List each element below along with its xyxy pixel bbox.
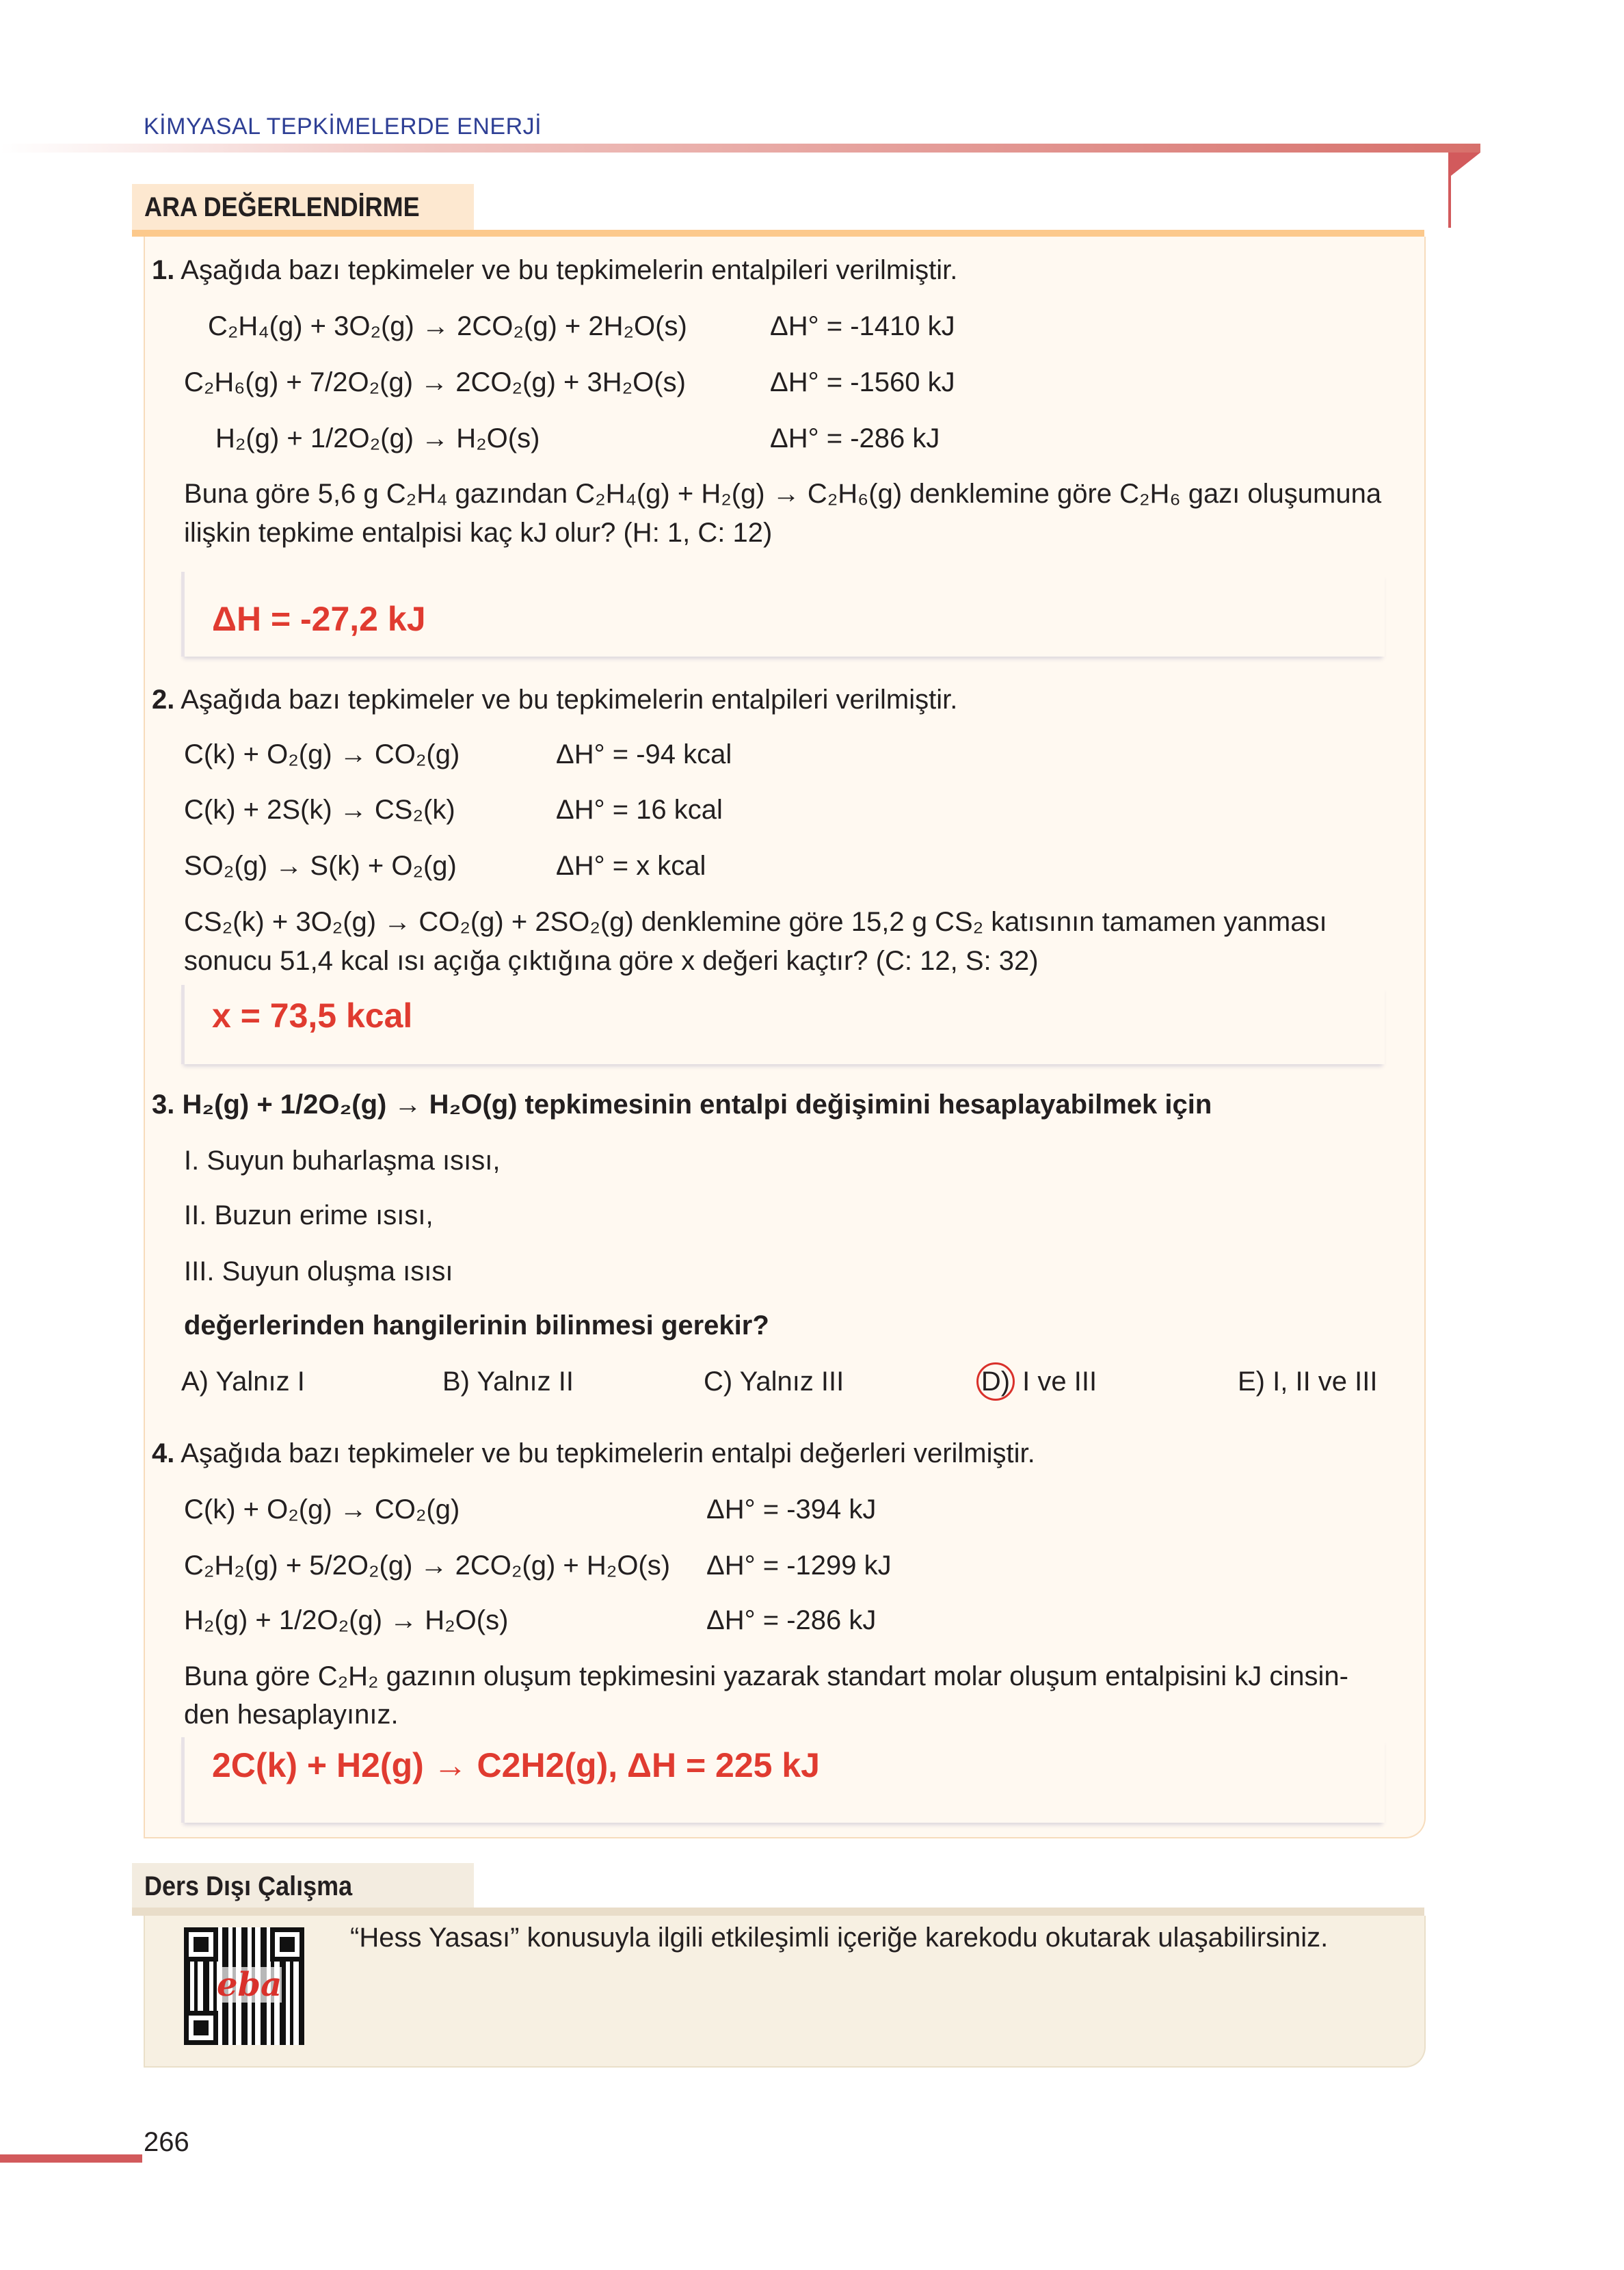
reaction-enthalpy: ΔH° = x kcal <box>556 851 706 881</box>
option-part: E) <box>1238 1367 1265 1397</box>
reaction-equation: H₂(g) + 1/2O₂(g) → H₂O(s) <box>184 1605 509 1635</box>
question-number: 4. <box>152 1438 175 1468</box>
question-3-stem <box>152 1088 1212 1121</box>
extra-text: “Hess Yasası” konusuyla ilgili etkileşimli içeriğe karekodu okutarak ulaşabilirsiniz. <box>350 1923 1329 1953</box>
reaction-equation: C(k) + 2S(k) → CS₂(k) <box>184 795 455 825</box>
option-part: I, II ve III <box>1273 1367 1378 1397</box>
question-text: den hesaplayınız. <box>184 1700 399 1730</box>
reaction-enthalpy: ΔH° = -286 kJ <box>770 423 940 453</box>
intro-text: Aşağıda bazı tepkimeler ve bu tepkimelerin entalpileri verilmiştir. <box>181 255 958 285</box>
option-part: Yalnız III <box>739 1367 844 1397</box>
answer-box <box>181 985 1385 1064</box>
reaction-equation: SO₂(g) → S(k) + O₂(g) <box>184 851 457 881</box>
statement-item: III. Suyun oluşma ısısı <box>184 1256 453 1286</box>
reaction-enthalpy: ΔH° = -1560 kJ <box>770 367 955 397</box>
reaction-enthalpy: ΔH° = -286 kJ <box>706 1605 877 1635</box>
selected-circle: D) <box>976 1362 1015 1401</box>
stem-text: H₂(g) + 1/2O₂(g) → H₂O(g) tepkimesinin entalpi değişimini hesaplayabilmek için <box>182 1090 1212 1120</box>
answer-box <box>181 572 1385 657</box>
option-b[interactable] <box>442 1365 574 1398</box>
statement-item: II. Buzun erime ısısı, <box>184 1200 434 1230</box>
footer-bar <box>0 2154 142 2163</box>
answer-text: ΔH = -27,2 kJ <box>212 600 426 638</box>
option-e[interactable] <box>1238 1365 1378 1398</box>
extra-title: Ders Dışı Çalışma <box>144 1871 353 1901</box>
option-part: A) <box>181 1367 209 1397</box>
extra-bar <box>132 1908 1424 1916</box>
question-number: 3. <box>152 1090 175 1120</box>
question-prompt: değerlerinden hangilerinin bilinmesi gerekir? <box>184 1310 769 1341</box>
question-text: sonucu 51,4 kcal ısı açığa çıktığına göre x değeri kaçtır? (C: 12, S: 32) <box>184 946 1039 976</box>
chapter-title: KİMYASAL TEPKİMELERDE ENERJİ <box>144 114 542 140</box>
qr-code[interactable] <box>184 1927 304 2045</box>
option-c[interactable] <box>704 1365 844 1398</box>
option-part: B) <box>442 1367 470 1397</box>
reaction-equation: C₂H₆(g) + 7/2O₂(g) → 2CO₂(g) + 3H₂O(s) <box>184 367 686 397</box>
intro-text: Aşağıda bazı tepkimeler ve bu tepkimelerin entalpileri verilmiştir. <box>181 685 958 715</box>
question-4-intro <box>152 1437 1035 1470</box>
answer-box <box>181 1737 1385 1823</box>
reaction-equation: C₂H₂(g) + 5/2O₂(g) → 2CO₂(g) + H₂O(s) <box>184 1550 671 1581</box>
statement-item: I. Suyun buharlaşma ısısı, <box>184 1146 501 1176</box>
question-number: 1. <box>152 255 175 285</box>
question-2-intro <box>152 683 957 716</box>
option-part: Yalnız II <box>477 1367 574 1397</box>
option-part: I ve III <box>1022 1367 1097 1397</box>
question-number: 2. <box>152 685 175 715</box>
question-text: ilişkin tepkime entalpisi kaç kJ olur? (H: 1, C: 12) <box>184 518 773 548</box>
option-part: C) <box>704 1367 733 1397</box>
question-text: Buna göre C₂H₂ gazının oluşum tepkimesini yazarak standart molar oluşum entalpisini kJ cinsin- <box>184 1661 1348 1691</box>
reaction-enthalpy: ΔH° = -94 kcal <box>556 739 732 769</box>
question-1-intro <box>152 254 957 287</box>
reaction-enthalpy: ΔH° = -1299 kJ <box>706 1550 892 1581</box>
page-number: 266 <box>144 2127 189 2157</box>
reaction-enthalpy: ΔH° = 16 kcal <box>556 795 723 825</box>
reaction-equation: C(k) + O₂(g) → CO₂(g) <box>184 1494 460 1525</box>
header-rule <box>0 144 1480 153</box>
section-bar <box>132 230 1424 237</box>
option-a[interactable] <box>181 1365 305 1398</box>
section-tab <box>132 184 474 230</box>
reaction-equation: C(k) + O₂(g) → CO₂(g) <box>184 739 460 769</box>
answer-text: x = 73,5 kcal <box>212 997 413 1035</box>
option-part: Yalnız I <box>215 1367 305 1397</box>
reaction-enthalpy: ΔH° = -1410 kJ <box>770 311 955 341</box>
extra-tab <box>132 1863 474 1908</box>
question-text: Buna göre 5,6 g C₂H₄ gazından C₂H₄(g) + H₂(g) → C₂H₆(g) denklemine göre C₂H₆ gazı oluşumuna <box>184 479 1382 509</box>
option-d-selected[interactable] <box>982 1362 1097 1401</box>
eba-logo: eba <box>217 1966 282 2004</box>
answer-text: 2C(k) + H2(g) → C2H2(g), ΔH = 225 kJ <box>212 1746 820 1784</box>
intro-text: Aşağıda bazı tepkimeler ve bu tepkimelerin entalpi değerleri verilmiştir. <box>181 1438 1035 1468</box>
reaction-equation: H₂(g) + 1/2O₂(g) → H₂O(s) <box>215 423 540 453</box>
corner-triangle <box>1451 153 1480 176</box>
reaction-equation: C₂H₄(g) + 3O₂(g) → 2CO₂(g) + 2H₂O(s) <box>208 311 687 341</box>
reaction-enthalpy: ΔH° = -394 kJ <box>706 1494 877 1525</box>
question-text: CS₂(k) + 3O₂(g) → CO₂(g) + 2SO₂(g) denklemine göre 15,2 g CS₂ katısının tamamen yanması <box>184 907 1327 937</box>
section-title: ARA DEĞERLENDİRME <box>144 192 420 222</box>
